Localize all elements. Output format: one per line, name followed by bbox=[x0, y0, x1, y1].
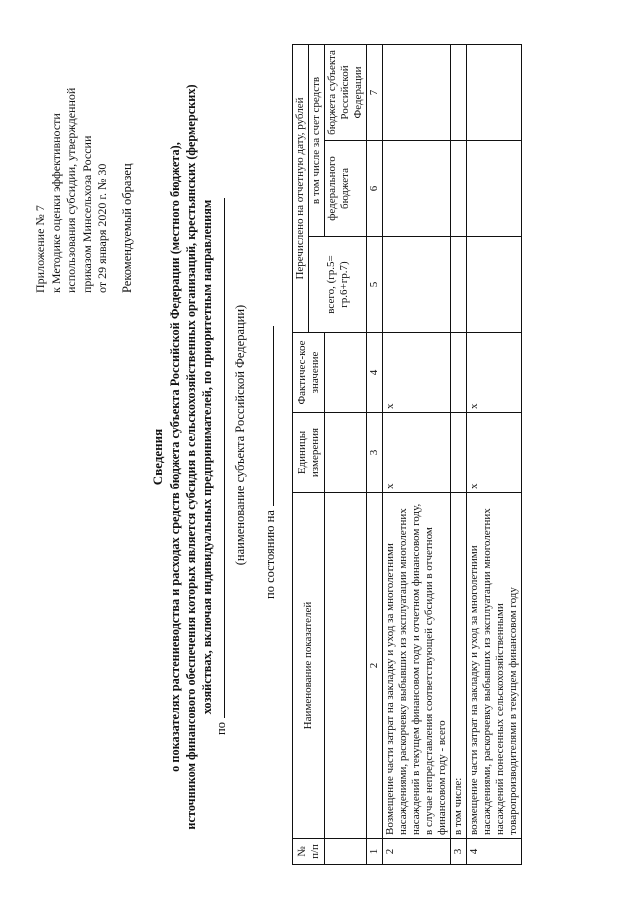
title-line: Сведения bbox=[150, 428, 165, 486]
row-num: 2 bbox=[383, 839, 451, 865]
appendix-block bbox=[33, 33, 111, 293]
header-unit: Единицы измерения bbox=[293, 413, 325, 493]
recommended-label: Рекомендуемый образец bbox=[120, 163, 134, 293]
asof-label: по состоянию на bbox=[263, 510, 277, 599]
colnum-cell: 5 bbox=[367, 237, 383, 333]
header-spacer bbox=[325, 333, 367, 413]
row-federal bbox=[451, 141, 467, 237]
row-federal bbox=[467, 141, 522, 237]
header-num: № п/п bbox=[293, 839, 325, 865]
appendix-line: от 29 января 2020 г. № 30 bbox=[95, 163, 109, 293]
row-regional bbox=[467, 44, 522, 140]
row-unit: x bbox=[467, 413, 522, 493]
row-total bbox=[451, 237, 467, 333]
header-total: всего, (гр.5= гр.6+гр.7) bbox=[309, 237, 367, 333]
header-row bbox=[325, 44, 367, 864]
header-spacer bbox=[325, 493, 367, 839]
row-actual: x bbox=[383, 333, 451, 413]
row-actual: x bbox=[467, 333, 522, 413]
row-actual bbox=[451, 333, 467, 413]
table-row bbox=[383, 44, 451, 864]
subject-field-row bbox=[213, 175, 229, 735]
colnum-cell: 3 bbox=[367, 413, 383, 493]
report-table bbox=[292, 44, 522, 865]
colnum-cell: 6 bbox=[367, 141, 383, 237]
date-fill-line bbox=[262, 326, 274, 506]
document-title bbox=[150, 27, 215, 887]
colnum-cell: 2 bbox=[367, 493, 383, 839]
colnum-cell: 4 bbox=[367, 333, 383, 413]
row-total bbox=[383, 237, 451, 333]
row-unit: x bbox=[383, 413, 451, 493]
header-regional: бюджета субъекта Российской Федерации bbox=[325, 44, 367, 140]
row-federal bbox=[383, 141, 451, 237]
row-num: 4 bbox=[467, 839, 522, 865]
row-name: в том числе: bbox=[451, 493, 467, 839]
subject-fill-line bbox=[213, 198, 225, 718]
header-transferred: Перечислено на отчетную дату, рублей bbox=[293, 44, 309, 332]
row-total bbox=[467, 237, 522, 333]
table-row bbox=[467, 44, 522, 864]
po-label: по bbox=[214, 722, 228, 735]
header-row bbox=[293, 44, 309, 864]
title-line: хозяйствах, включая индивидуальных предпринимателей, по приоритетным направлениям bbox=[200, 199, 214, 715]
row-name: возмещение части затрат на закладку и уход за многолетними насаждениями, раскорчевку выбывших из эксплуатации многолетних насаждений понесенных сельскохозяйственными товаропроизводителями в текущем финансовом году bbox=[467, 493, 522, 839]
colnum-cell: 1 bbox=[367, 839, 383, 865]
column-number-row bbox=[367, 44, 383, 864]
row-regional bbox=[383, 44, 451, 140]
header-actual: Фактичес-кое значение bbox=[293, 333, 325, 413]
subject-caption: (наименование субъекта Российской Федерации) bbox=[233, 304, 247, 566]
appendix-line: использования субсидии, утвержденной bbox=[64, 87, 78, 293]
title-line: о показателях растениеводства и расходах средств бюджета субъекта Российской Федерации (местного бюджета), bbox=[168, 142, 182, 772]
table-row bbox=[451, 44, 467, 864]
header-spacer bbox=[325, 413, 367, 493]
title-line: источником финансового обеспечения которых является субсидия в сельскохозяйственных организаций, крестьянских (фермерских) bbox=[184, 84, 198, 830]
row-unit bbox=[451, 413, 467, 493]
colnum-cell: 7 bbox=[367, 44, 383, 140]
header-spacer bbox=[325, 839, 367, 865]
row-num: 3 bbox=[451, 839, 467, 865]
header-incl: в том числе за счет средств bbox=[309, 44, 325, 236]
appendix-line: приказом Минсельхоза России bbox=[79, 135, 94, 293]
header-name: Наименование показателей bbox=[293, 493, 325, 839]
appendix-line: к Методике оценки эффективности bbox=[48, 113, 63, 293]
asof-row bbox=[262, 326, 278, 599]
row-regional bbox=[451, 44, 467, 140]
header-federal: федерального бюджета bbox=[325, 141, 367, 237]
appendix-line: Приложение № 7 bbox=[33, 205, 47, 293]
row-name: Возмещение части затрат на закладку и уход за многолетними насаждениями, раскорчевку выбывших из эксплуатации многолетних насаждений в текущем финансовом году и отчетном финансовом году, в случае непредставления соответствующей субсидии в отчетном финансовом году - всего bbox=[383, 493, 451, 839]
